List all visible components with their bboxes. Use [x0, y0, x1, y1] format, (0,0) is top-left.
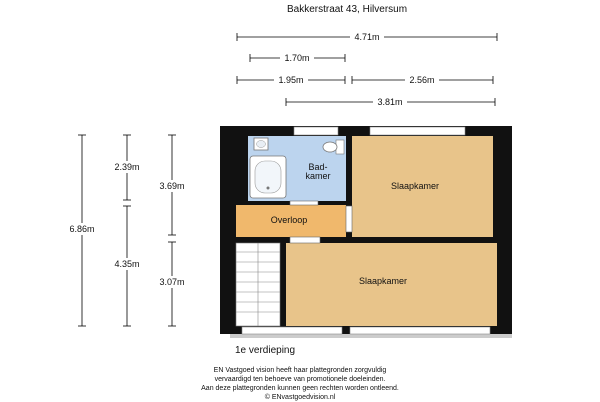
dim-left-369: 3.69m [159, 181, 185, 191]
bathtub-icon [250, 156, 286, 198]
disclaimer-line-2: vervaardigd ten behoeve van promotionele doeleinden. [214, 376, 386, 383]
dim-top-total: 4.71m [354, 32, 380, 42]
room-label-badkamer-2: kamer [305, 171, 331, 181]
dim-top-195: 1.95m [278, 75, 304, 85]
disclaimer-line-3: Aan deze plattegronden kunnen geen rechten worden ontleend. [201, 385, 399, 392]
room-label-overloop: Overloop [270, 215, 308, 225]
dim-left-307: 3.07m [159, 277, 185, 287]
staircase [236, 243, 280, 326]
wall-shadow [230, 334, 512, 338]
disclaimer [150, 366, 450, 402]
sink-icon [254, 138, 268, 150]
room-label-slaapkamer-top: Slaapkamer [390, 181, 440, 191]
dim-top-381: 3.81m [377, 97, 403, 107]
disclaimer-line-4: © ENvastgoedvision.nl [264, 394, 336, 401]
top-dimensions [237, 33, 497, 106]
disclaimer-line-1: EN Vastgoed vision heeft haar plattegronden zorgvuldig [213, 367, 387, 374]
dim-top-256: 2.56m [409, 75, 435, 85]
room-label-badkamer-1: Bad- [308, 162, 328, 172]
address-title: Bakkerstraat 43, Hilversum [287, 4, 408, 15]
dim-left-239: 2.39m [114, 162, 140, 172]
floor-label: 1e verdieping [235, 345, 296, 356]
dim-top-170: 1.70m [284, 53, 310, 63]
dim-left-435: 4.35m [114, 259, 140, 269]
room-label-slaapkamer-bottom: Slaapkamer [358, 276, 408, 286]
dim-left-686: 6.86m [69, 224, 95, 234]
